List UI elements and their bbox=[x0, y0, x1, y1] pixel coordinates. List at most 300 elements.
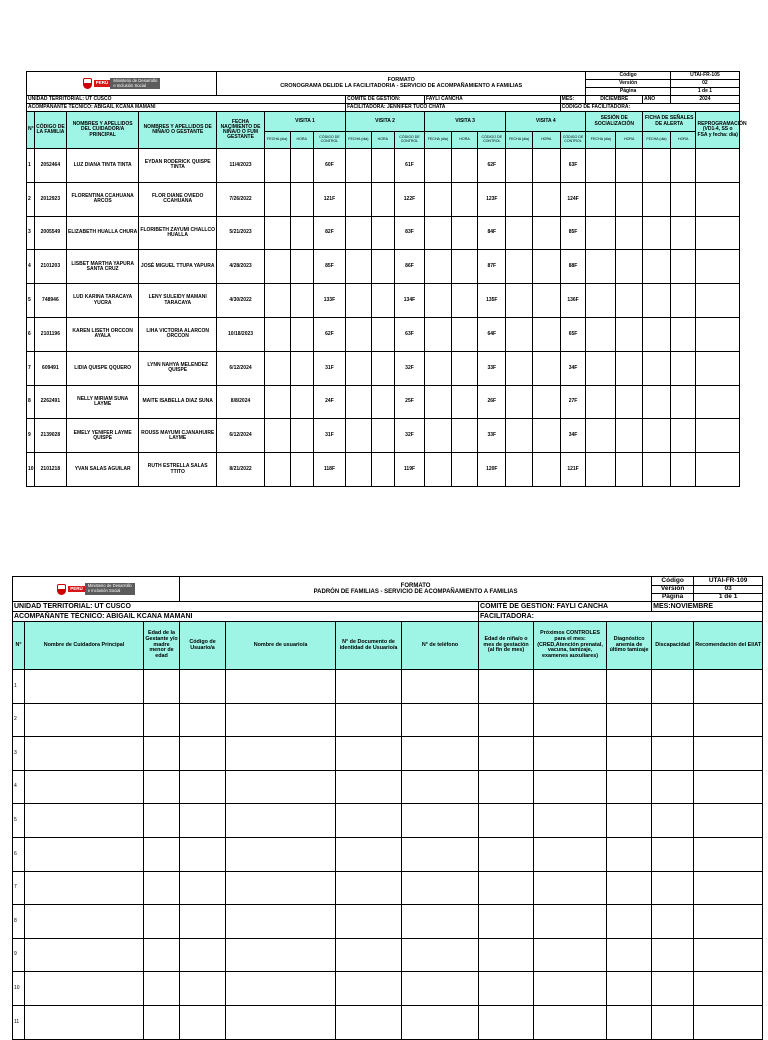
empty-cell[interactable] bbox=[226, 938, 336, 972]
empty-cell[interactable] bbox=[652, 1005, 694, 1039]
visit-time-cell[interactable] bbox=[451, 317, 478, 351]
empty-cell[interactable] bbox=[25, 770, 144, 804]
empty-cell[interactable] bbox=[479, 972, 534, 1006]
empty-cell[interactable] bbox=[180, 737, 226, 771]
empty-cell[interactable] bbox=[643, 182, 671, 216]
visit-time-cell[interactable] bbox=[371, 149, 394, 183]
control-code: 62F bbox=[478, 149, 506, 183]
empty-cell[interactable] bbox=[607, 972, 652, 1006]
empty-cell[interactable] bbox=[670, 453, 696, 487]
empty-cell[interactable] bbox=[607, 837, 652, 871]
empty-cell[interactable] bbox=[586, 317, 616, 351]
visit-time-cell[interactable] bbox=[532, 453, 560, 487]
empty-cell[interactable] bbox=[586, 149, 616, 183]
empty-cell[interactable] bbox=[607, 670, 652, 704]
empty-cell[interactable] bbox=[144, 837, 180, 871]
empty-cell[interactable] bbox=[694, 972, 763, 1006]
empty-cell[interactable] bbox=[616, 250, 643, 284]
empty-cell[interactable] bbox=[694, 871, 763, 905]
empty-cell[interactable] bbox=[479, 871, 534, 905]
visit-time-cell[interactable] bbox=[371, 250, 394, 284]
empty-cell[interactable] bbox=[607, 905, 652, 939]
sub-header-date: FECHA (dia) bbox=[425, 132, 452, 149]
empty-cell[interactable] bbox=[25, 703, 144, 737]
visit-date-cell[interactable] bbox=[425, 284, 452, 318]
visit-date-cell[interactable] bbox=[506, 453, 533, 487]
row-number: 11 bbox=[13, 1005, 25, 1039]
visit-date-cell[interactable] bbox=[506, 149, 533, 183]
visit-date-cell[interactable] bbox=[346, 149, 372, 183]
empty-cell[interactable] bbox=[652, 938, 694, 972]
birth-date: 6/12/2024 bbox=[217, 351, 265, 385]
empty-cell[interactable] bbox=[144, 871, 180, 905]
reschedule-cell[interactable] bbox=[696, 284, 740, 318]
visit-date-cell[interactable] bbox=[346, 182, 372, 216]
empty-cell[interactable] bbox=[336, 938, 402, 972]
visit-time-cell[interactable] bbox=[451, 453, 478, 487]
empty-cell[interactable] bbox=[226, 1005, 336, 1039]
empty-cell[interactable] bbox=[652, 770, 694, 804]
visit-date-cell[interactable] bbox=[506, 216, 533, 250]
reschedule-cell[interactable] bbox=[696, 149, 740, 183]
empty-cell[interactable] bbox=[616, 216, 643, 250]
control-code: 133F bbox=[313, 284, 345, 318]
empty-cell[interactable] bbox=[643, 419, 671, 453]
empty-cell[interactable] bbox=[643, 216, 671, 250]
empty-cell[interactable] bbox=[670, 250, 696, 284]
logo-country: PERÚ bbox=[95, 80, 109, 86]
visit-date-cell[interactable] bbox=[425, 182, 452, 216]
empty-cell[interactable] bbox=[402, 905, 479, 939]
empty-cell[interactable] bbox=[336, 737, 402, 771]
row-number: 10 bbox=[13, 972, 25, 1006]
visit-date-cell[interactable] bbox=[264, 250, 290, 284]
empty-cell[interactable] bbox=[180, 905, 226, 939]
caregiver-name: EMELY YENIFER LAYME QUISPE bbox=[67, 419, 139, 453]
empty-cell[interactable] bbox=[694, 837, 763, 871]
empty-cell[interactable] bbox=[694, 1005, 763, 1039]
visit-time-cell[interactable] bbox=[290, 149, 313, 183]
visit-date-cell[interactable] bbox=[346, 216, 372, 250]
col-header-visit-4: VISITA 4 bbox=[506, 112, 586, 132]
empty-cell[interactable] bbox=[616, 317, 643, 351]
visit-time-cell[interactable] bbox=[290, 250, 313, 284]
empty-cell[interactable] bbox=[652, 670, 694, 704]
reschedule-cell[interactable] bbox=[696, 182, 740, 216]
empty-cell[interactable] bbox=[402, 972, 479, 1006]
empty-cell[interactable] bbox=[534, 972, 607, 1006]
empty-cell[interactable] bbox=[180, 871, 226, 905]
empty-cell[interactable] bbox=[25, 938, 144, 972]
empty-cell[interactable] bbox=[652, 905, 694, 939]
sub-header-time: HORA bbox=[290, 132, 313, 149]
visit-time-cell[interactable] bbox=[532, 351, 560, 385]
reschedule-cell[interactable] bbox=[696, 419, 740, 453]
empty-cell[interactable] bbox=[402, 804, 479, 838]
empty-cell[interactable] bbox=[336, 1005, 402, 1039]
reschedule-cell[interactable] bbox=[696, 351, 740, 385]
empty-cell[interactable] bbox=[402, 670, 479, 704]
empty-cell[interactable] bbox=[479, 670, 534, 704]
meta-label: Página bbox=[652, 594, 694, 602]
visit-date-cell[interactable] bbox=[425, 351, 452, 385]
empty-cell[interactable] bbox=[180, 804, 226, 838]
visit-date-cell[interactable] bbox=[346, 453, 372, 487]
empty-cell[interactable] bbox=[479, 837, 534, 871]
empty-cell[interactable] bbox=[643, 317, 671, 351]
empty-cell[interactable] bbox=[694, 905, 763, 939]
control-code: 134F bbox=[394, 284, 424, 318]
col-header-alert-sheet: FICHA DE SEÑALES DE ALERTA bbox=[643, 112, 696, 132]
empty-cell[interactable] bbox=[226, 804, 336, 838]
empty-cell[interactable] bbox=[180, 770, 226, 804]
row-number: 4 bbox=[13, 770, 25, 804]
visit-time-cell[interactable] bbox=[532, 149, 560, 183]
empty-cell[interactable] bbox=[694, 804, 763, 838]
empty-cell[interactable] bbox=[479, 804, 534, 838]
logo-block bbox=[27, 72, 217, 96]
empty-cell[interactable] bbox=[336, 703, 402, 737]
empty-cell[interactable] bbox=[402, 871, 479, 905]
visit-date-cell[interactable] bbox=[506, 419, 533, 453]
control-code: 85F bbox=[560, 216, 586, 250]
visit-time-cell[interactable] bbox=[371, 182, 394, 216]
empty-cell[interactable] bbox=[336, 972, 402, 1006]
control-code: 31F bbox=[313, 351, 345, 385]
visit-date-cell[interactable] bbox=[264, 351, 290, 385]
empty-cell[interactable] bbox=[534, 670, 607, 704]
sub-header-date: FECHA (dia) bbox=[586, 132, 616, 149]
empty-cell[interactable] bbox=[25, 871, 144, 905]
visit-date-cell[interactable] bbox=[264, 419, 290, 453]
empty-cell[interactable] bbox=[226, 871, 336, 905]
visit-date-cell[interactable] bbox=[346, 419, 372, 453]
child-name: ROUSS MAYUMI CJANAHUIRE LAYME bbox=[139, 419, 217, 453]
empty-cell[interactable] bbox=[144, 804, 180, 838]
empty-cell[interactable] bbox=[607, 770, 652, 804]
empty-cell[interactable] bbox=[586, 182, 616, 216]
empty-cell[interactable] bbox=[534, 938, 607, 972]
visit-time-cell[interactable] bbox=[371, 453, 394, 487]
visit-time-cell[interactable] bbox=[451, 385, 478, 419]
reschedule-cell[interactable] bbox=[696, 317, 740, 351]
empty-cell[interactable] bbox=[643, 385, 671, 419]
visit-date-cell[interactable] bbox=[506, 182, 533, 216]
family-code: 609491 bbox=[34, 351, 66, 385]
empty-cell[interactable] bbox=[534, 770, 607, 804]
empty-cell[interactable] bbox=[616, 419, 643, 453]
empty-cell[interactable] bbox=[25, 670, 144, 704]
visit-date-cell[interactable] bbox=[425, 250, 452, 284]
empty-cell[interactable] bbox=[616, 149, 643, 183]
empty-cell[interactable] bbox=[586, 250, 616, 284]
col-header-number: N° bbox=[13, 622, 25, 670]
empty-cell[interactable] bbox=[670, 182, 696, 216]
empty-cell[interactable] bbox=[616, 453, 643, 487]
meta-label: Versión bbox=[586, 80, 671, 88]
table-row bbox=[13, 804, 763, 838]
empty-cell[interactable] bbox=[180, 938, 226, 972]
empty-cell[interactable] bbox=[479, 1005, 534, 1039]
empty-cell[interactable] bbox=[616, 351, 643, 385]
visit-time-cell[interactable] bbox=[532, 385, 560, 419]
visit-time-cell[interactable] bbox=[451, 419, 478, 453]
month-value: DICIEMBRE bbox=[586, 96, 643, 104]
visit-time-cell[interactable] bbox=[532, 216, 560, 250]
visit-date-cell[interactable] bbox=[425, 385, 452, 419]
visit-date-cell[interactable] bbox=[506, 250, 533, 284]
empty-cell[interactable] bbox=[144, 703, 180, 737]
logo-ministry: Ministerio de Desarrollo e Inclusión Social bbox=[110, 78, 160, 89]
empty-cell[interactable] bbox=[226, 770, 336, 804]
empty-cell[interactable] bbox=[402, 837, 479, 871]
empty-cell[interactable] bbox=[336, 871, 402, 905]
col-header-caregiver: NOMBRES Y APELLIDOS DEL CUIDADOR/A PRINCIPAL bbox=[67, 112, 139, 149]
empty-cell[interactable] bbox=[694, 938, 763, 972]
visit-date-cell[interactable] bbox=[264, 284, 290, 318]
visit-time-cell[interactable] bbox=[371, 351, 394, 385]
family-code: 2101196 bbox=[34, 317, 66, 351]
visit-date-cell[interactable] bbox=[346, 385, 372, 419]
empty-cell[interactable] bbox=[180, 972, 226, 1006]
visit-time-cell[interactable] bbox=[290, 419, 313, 453]
visit-time-cell[interactable] bbox=[290, 216, 313, 250]
empty-cell[interactable] bbox=[643, 284, 671, 318]
empty-cell[interactable] bbox=[25, 737, 144, 771]
visit-date-cell[interactable] bbox=[425, 453, 452, 487]
empty-cell[interactable] bbox=[479, 770, 534, 804]
empty-cell[interactable] bbox=[180, 837, 226, 871]
row-number: 5 bbox=[13, 804, 25, 838]
empty-cell[interactable] bbox=[652, 804, 694, 838]
empty-cell[interactable] bbox=[336, 770, 402, 804]
empty-cell[interactable] bbox=[586, 385, 616, 419]
empty-cell[interactable] bbox=[25, 972, 144, 1006]
visit-time-cell[interactable] bbox=[290, 351, 313, 385]
empty-cell[interactable] bbox=[336, 905, 402, 939]
control-code: 84F bbox=[478, 216, 506, 250]
visit-time-cell[interactable] bbox=[532, 250, 560, 284]
empty-cell[interactable] bbox=[670, 284, 696, 318]
empty-cell[interactable] bbox=[694, 737, 763, 771]
empty-cell[interactable] bbox=[534, 1005, 607, 1039]
visit-date-cell[interactable] bbox=[425, 216, 452, 250]
visit-date-cell[interactable] bbox=[425, 317, 452, 351]
visit-time-cell[interactable] bbox=[532, 182, 560, 216]
empty-cell[interactable] bbox=[144, 972, 180, 1006]
visit-time-cell[interactable] bbox=[451, 182, 478, 216]
technical-companion: ACOMPAÑANTE TÉCNICO: ABIGAIL KCANA MAMANI bbox=[13, 612, 479, 622]
empty-cell[interactable] bbox=[226, 837, 336, 871]
row-number: 6 bbox=[13, 837, 25, 871]
empty-cell[interactable] bbox=[402, 938, 479, 972]
empty-cell[interactable] bbox=[226, 703, 336, 737]
visit-date-cell[interactable] bbox=[506, 317, 533, 351]
empty-cell[interactable] bbox=[25, 804, 144, 838]
empty-cell[interactable] bbox=[25, 905, 144, 939]
table-row bbox=[13, 938, 763, 972]
reschedule-cell[interactable] bbox=[696, 216, 740, 250]
birth-date: 6/12/2024 bbox=[217, 419, 265, 453]
empty-cell[interactable] bbox=[144, 1005, 180, 1039]
empty-cell[interactable] bbox=[144, 770, 180, 804]
empty-cell[interactable] bbox=[586, 284, 616, 318]
empty-cell[interactable] bbox=[25, 1005, 144, 1039]
visit-date-cell[interactable] bbox=[346, 351, 372, 385]
year-label: AÑO bbox=[643, 96, 671, 104]
child-name: FLOR DIANE OVIEDO CCAHUANA bbox=[139, 182, 217, 216]
empty-cell[interactable] bbox=[607, 737, 652, 771]
visit-date-cell[interactable] bbox=[264, 182, 290, 216]
reschedule-cell[interactable] bbox=[696, 453, 740, 487]
empty-cell[interactable] bbox=[402, 737, 479, 771]
empty-cell[interactable] bbox=[694, 670, 763, 704]
empty-cell[interactable] bbox=[586, 216, 616, 250]
visit-time-cell[interactable] bbox=[290, 385, 313, 419]
empty-cell[interactable] bbox=[479, 938, 534, 972]
reschedule-cell[interactable] bbox=[696, 385, 740, 419]
child-name: LYNN NAHYA MELENDEZ QUISPE bbox=[139, 351, 217, 385]
row-number: 7 bbox=[13, 871, 25, 905]
empty-cell[interactable] bbox=[607, 703, 652, 737]
empty-cell[interactable] bbox=[479, 737, 534, 771]
empty-cell[interactable] bbox=[586, 453, 616, 487]
visit-time-cell[interactable] bbox=[371, 216, 394, 250]
visit-time-cell[interactable] bbox=[451, 149, 478, 183]
visit-date-cell[interactable] bbox=[264, 149, 290, 183]
control-code: 61F bbox=[394, 149, 424, 183]
empty-cell[interactable] bbox=[652, 972, 694, 1006]
empty-cell[interactable] bbox=[652, 737, 694, 771]
empty-cell[interactable] bbox=[25, 837, 144, 871]
empty-cell[interactable] bbox=[643, 453, 671, 487]
empty-cell[interactable] bbox=[180, 1005, 226, 1039]
empty-cell[interactable] bbox=[180, 703, 226, 737]
empty-cell[interactable] bbox=[226, 670, 336, 704]
empty-cell[interactable] bbox=[534, 804, 607, 838]
visit-time-cell[interactable] bbox=[451, 216, 478, 250]
empty-cell[interactable] bbox=[670, 385, 696, 419]
visit-date-cell[interactable] bbox=[346, 250, 372, 284]
empty-cell[interactable] bbox=[144, 737, 180, 771]
row-number: 2 bbox=[13, 703, 25, 737]
empty-cell[interactable] bbox=[586, 419, 616, 453]
empty-cell[interactable] bbox=[336, 670, 402, 704]
empty-cell[interactable] bbox=[144, 670, 180, 704]
empty-cell[interactable] bbox=[534, 871, 607, 905]
family-register-form bbox=[12, 576, 763, 1040]
visit-date-cell[interactable] bbox=[346, 317, 372, 351]
empty-cell[interactable] bbox=[226, 972, 336, 1006]
empty-cell[interactable] bbox=[670, 216, 696, 250]
empty-cell[interactable] bbox=[643, 149, 671, 183]
empty-cell[interactable] bbox=[479, 905, 534, 939]
visit-time-cell[interactable] bbox=[532, 284, 560, 318]
empty-cell[interactable] bbox=[586, 351, 616, 385]
empty-cell[interactable] bbox=[670, 317, 696, 351]
caregiver-name: ELIZABETH HUALLA CHURA bbox=[67, 216, 139, 250]
reschedule-cell[interactable] bbox=[696, 250, 740, 284]
empty-cell[interactable] bbox=[643, 250, 671, 284]
visit-date-cell[interactable] bbox=[506, 385, 533, 419]
empty-cell[interactable] bbox=[534, 703, 607, 737]
visit-time-cell[interactable] bbox=[451, 250, 478, 284]
empty-cell[interactable] bbox=[144, 905, 180, 939]
empty-cell[interactable] bbox=[479, 703, 534, 737]
caregiver-name: YVAN SALAS AGUILAR bbox=[67, 453, 139, 487]
child-name: LIHA VICTORIA ALARCON ORCCON bbox=[139, 317, 217, 351]
empty-cell[interactable] bbox=[336, 837, 402, 871]
visit-date-cell[interactable] bbox=[264, 317, 290, 351]
visit-date-cell[interactable] bbox=[506, 284, 533, 318]
empty-cell[interactable] bbox=[643, 351, 671, 385]
visit-time-cell[interactable] bbox=[451, 284, 478, 318]
empty-cell[interactable] bbox=[670, 419, 696, 453]
empty-cell[interactable] bbox=[616, 182, 643, 216]
visit-date-cell[interactable] bbox=[264, 385, 290, 419]
visit-date-cell[interactable] bbox=[506, 351, 533, 385]
visit-time-cell[interactable] bbox=[290, 317, 313, 351]
visit-time-cell[interactable] bbox=[290, 453, 313, 487]
visit-time-cell[interactable] bbox=[532, 317, 560, 351]
empty-cell[interactable] bbox=[180, 670, 226, 704]
empty-cell[interactable] bbox=[144, 938, 180, 972]
empty-cell[interactable] bbox=[534, 837, 607, 871]
empty-cell[interactable] bbox=[652, 837, 694, 871]
empty-cell[interactable] bbox=[226, 737, 336, 771]
empty-cell[interactable] bbox=[402, 703, 479, 737]
empty-cell[interactable] bbox=[670, 351, 696, 385]
empty-cell[interactable] bbox=[402, 1005, 479, 1039]
visit-time-cell[interactable] bbox=[290, 182, 313, 216]
visit-date-cell[interactable] bbox=[264, 216, 290, 250]
empty-cell[interactable] bbox=[226, 905, 336, 939]
visit-time-cell[interactable] bbox=[451, 351, 478, 385]
empty-cell[interactable] bbox=[607, 1005, 652, 1039]
row-number: 1 bbox=[13, 670, 25, 704]
col-header-visit-1: VISITA 1 bbox=[264, 112, 345, 132]
empty-cell[interactable] bbox=[534, 737, 607, 771]
empty-cell[interactable] bbox=[652, 703, 694, 737]
visit-time-cell[interactable] bbox=[532, 419, 560, 453]
empty-cell[interactable] bbox=[607, 804, 652, 838]
visit-date-cell[interactable] bbox=[425, 149, 452, 183]
visit-date-cell[interactable] bbox=[346, 284, 372, 318]
visit-time-cell[interactable] bbox=[371, 317, 394, 351]
visit-date-cell[interactable] bbox=[264, 453, 290, 487]
empty-cell[interactable] bbox=[616, 284, 643, 318]
empty-cell[interactable] bbox=[670, 149, 696, 183]
empty-cell[interactable] bbox=[534, 905, 607, 939]
empty-cell[interactable] bbox=[402, 770, 479, 804]
family-code: 2262491 bbox=[34, 385, 66, 419]
empty-cell[interactable] bbox=[607, 871, 652, 905]
empty-cell[interactable] bbox=[652, 871, 694, 905]
row-number: 9 bbox=[27, 419, 35, 453]
empty-cell[interactable] bbox=[694, 770, 763, 804]
table-row bbox=[27, 284, 740, 318]
visit-time-cell[interactable] bbox=[371, 385, 394, 419]
visit-time-cell[interactable] bbox=[290, 284, 313, 318]
visit-time-cell[interactable] bbox=[371, 419, 394, 453]
empty-cell[interactable] bbox=[336, 804, 402, 838]
visit-time-cell[interactable] bbox=[371, 284, 394, 318]
empty-cell[interactable] bbox=[694, 703, 763, 737]
empty-cell[interactable] bbox=[616, 385, 643, 419]
family-code: 2139028 bbox=[34, 419, 66, 453]
visit-date-cell[interactable] bbox=[425, 419, 452, 453]
empty-cell[interactable] bbox=[607, 938, 652, 972]
